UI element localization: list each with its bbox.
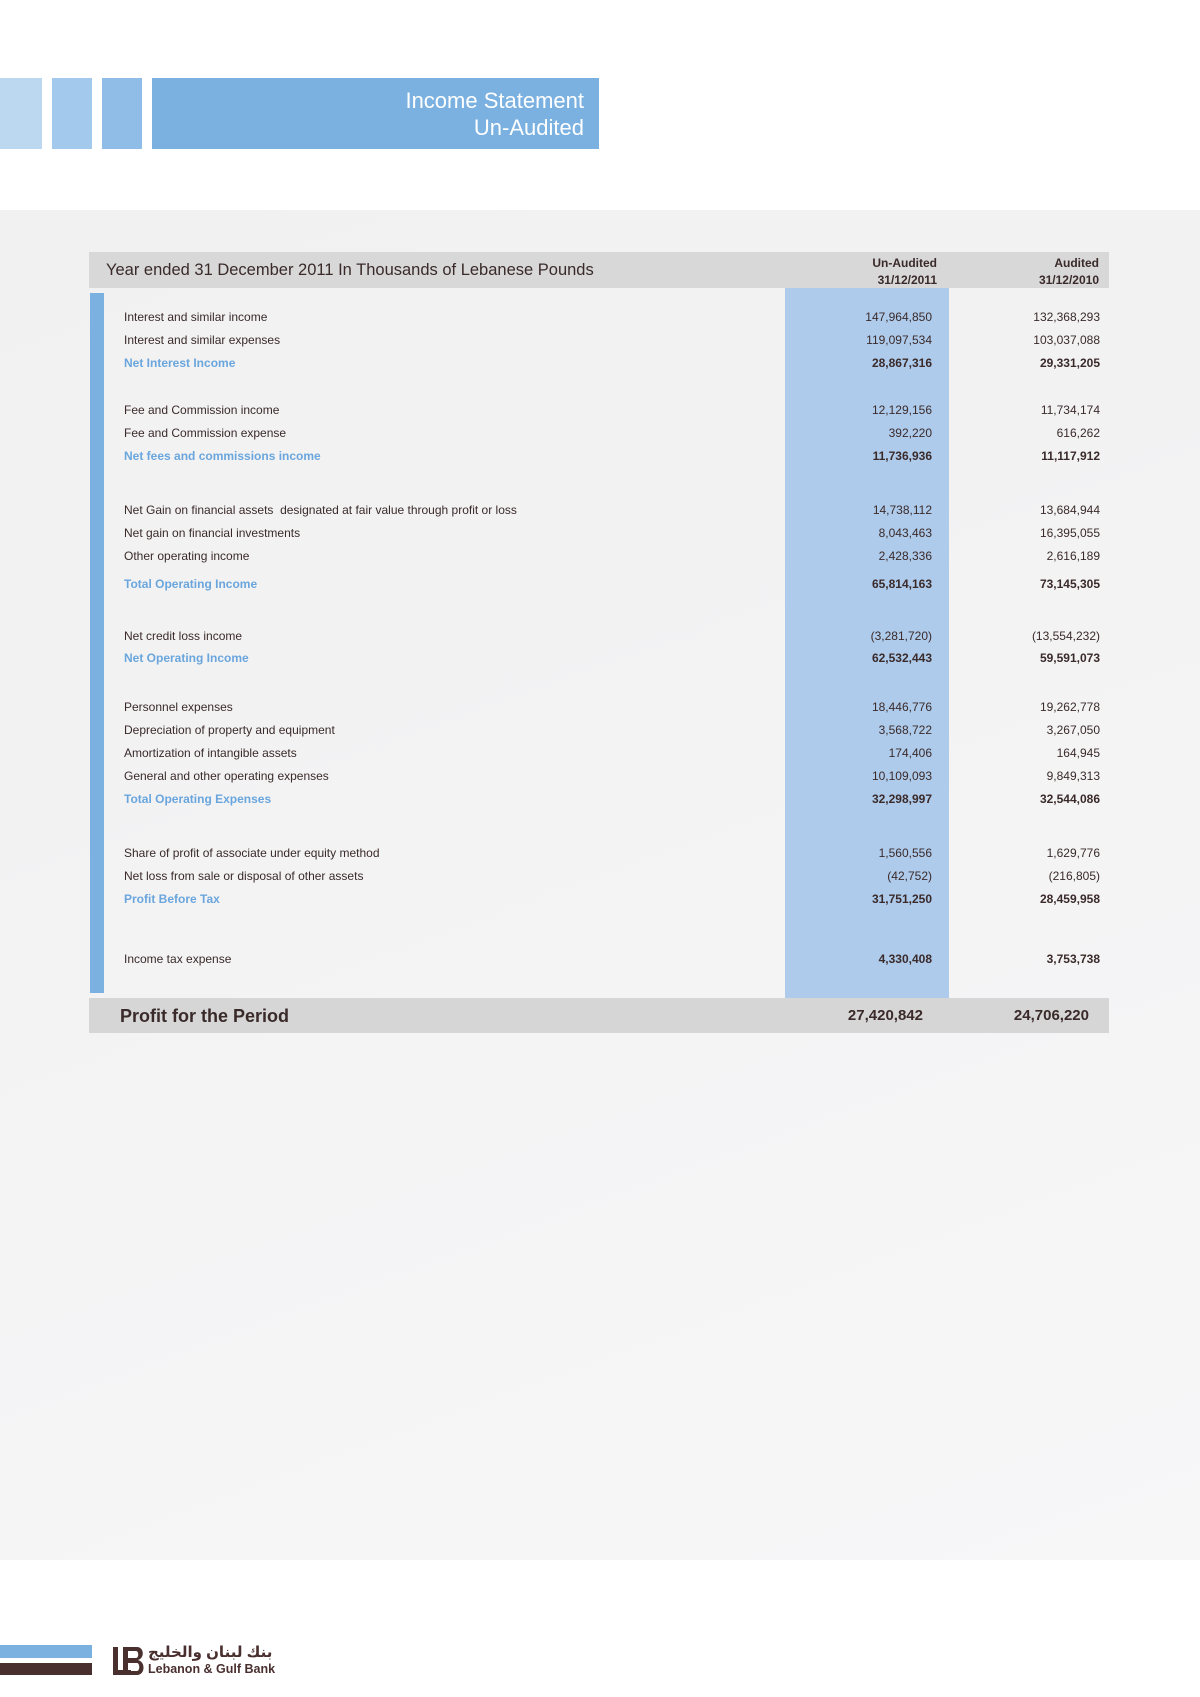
row-label: Net gain on financial investments	[124, 526, 301, 540]
row-label: Net credit loss income	[124, 629, 243, 643]
row-label: Interest and similar income	[124, 310, 268, 324]
row-value-2010: 1,629,776	[1046, 846, 1100, 860]
row-value-2010: 103,037,088	[1033, 333, 1100, 347]
table-subtotal-row	[0, 789, 1200, 809]
row-value-2011: 174,406	[888, 746, 932, 760]
row-label: Net Gain on financial assets designated at fair value through profit or loss	[124, 503, 517, 517]
row-value-2010: (13,554,232)	[1031, 629, 1100, 643]
row-value-2011: 32,298,997	[871, 792, 932, 806]
row-value-2010: 13,684,944	[1039, 503, 1100, 517]
row-label: Personnel expenses	[124, 700, 233, 714]
row-label: Amortization of intangible assets	[124, 746, 297, 760]
row-value-2010: 132,368,293	[1033, 310, 1100, 324]
table-row	[0, 766, 1200, 786]
row-value-2010: 19,262,778	[1039, 700, 1100, 714]
row-label: General and other operating expenses	[124, 769, 329, 783]
row-value-2011: 392,220	[888, 426, 932, 440]
row-value-2011: 1,560,556	[878, 846, 932, 860]
footer-decor-bar-brown	[0, 1663, 92, 1675]
row-label: Total Operating Income	[124, 577, 258, 591]
column-header-status: Un-Audited	[872, 256, 937, 270]
row-value-2010: (216,805)	[1048, 869, 1100, 883]
page-title-line2: Un-Audited	[473, 115, 584, 140]
table-caption: Year ended 31 December 2011 In Thousands of Lebanese Pounds	[106, 261, 594, 279]
table-row	[0, 697, 1200, 717]
table-row	[0, 743, 1200, 763]
row-value-2011: (42,752)	[887, 869, 932, 883]
row-label: Depreciation of property and equipment	[124, 723, 335, 737]
row-value-2011: 12,129,156	[871, 403, 932, 417]
row-label: Fee and Commission income	[124, 403, 280, 417]
row-label: Share of profit of associate under equity method	[124, 846, 380, 860]
row-value-2010: 616,262	[1056, 426, 1100, 440]
row-value-2011: 2,428,336	[878, 549, 932, 563]
row-value-2011: 62,532,443	[871, 651, 932, 665]
row-value-2011: 147,964,850	[865, 310, 932, 324]
table-row	[0, 523, 1200, 543]
row-label: Income tax expense	[124, 952, 232, 966]
bank-name-arabic: بنك لبنان والخليج	[148, 1644, 273, 1661]
table-row	[0, 720, 1200, 740]
row-value-2010: 11,117,912	[1041, 449, 1100, 463]
column-header-status: Audited	[1054, 256, 1099, 270]
row-value-2011: 3,568,722	[878, 723, 932, 737]
row-value-2011: 11,736,936	[872, 449, 932, 463]
row-value-2011: 10,109,093	[871, 769, 932, 783]
row-value-2010: 16,395,055	[1039, 526, 1100, 540]
row-label: Net Operating Income	[124, 651, 249, 665]
table-subtotal-row	[0, 889, 1200, 909]
row-value-2011: 119,097,534	[866, 333, 932, 347]
row-label: Total Operating Expenses	[124, 792, 272, 806]
row-value-2010: 164,945	[1056, 746, 1100, 760]
total-value-2010: 24,706,220	[1013, 1007, 1089, 1024]
row-value-2011: 65,814,163	[871, 577, 932, 591]
total-row	[89, 998, 1109, 1033]
row-label: Fee and Commission expense	[124, 426, 287, 440]
total-value-2011: 27,420,842	[847, 1007, 923, 1024]
table-row	[0, 423, 1200, 443]
table-subtotal-row	[0, 648, 1200, 668]
table-subtotal-row	[0, 446, 1200, 466]
row-value-2011: 18,446,776	[871, 700, 932, 714]
table-subtotal-row	[0, 574, 1200, 594]
table-row	[0, 843, 1200, 863]
row-label: Interest and similar expenses	[124, 333, 281, 347]
row-value-2010: 2,616,189	[1046, 549, 1100, 563]
row-value-2010: 32,544,086	[1039, 792, 1100, 806]
row-value-2010: 29,331,205	[1039, 356, 1100, 370]
total-label: Profit for the Period	[120, 1006, 290, 1026]
column-header-date: 31/12/2011	[877, 273, 937, 287]
row-value-2010: 3,753,738	[1046, 952, 1100, 966]
row-value-2010: 28,459,958	[1039, 892, 1100, 906]
row-value-2010: 73,145,305	[1039, 577, 1100, 591]
bank-logo-mark-icon	[111, 1645, 147, 1677]
row-value-2011: 8,043,463	[878, 526, 932, 540]
row-value-2010: 9,849,313	[1046, 769, 1100, 783]
row-value-2011: 28,867,316	[871, 356, 932, 370]
row-value-2011: 4,330,408	[878, 952, 932, 966]
row-label: Net fees and commissions income	[124, 449, 321, 463]
row-label: Profit Before Tax	[124, 892, 220, 906]
row-value-2010: 11,734,174	[1040, 403, 1100, 417]
footer-decor-bar-blue	[0, 1645, 92, 1658]
table-row	[0, 626, 1200, 646]
bank-name-english: Lebanon & Gulf Bank	[148, 1662, 276, 1676]
page-title-line1: Income Statement	[405, 88, 584, 113]
table-subtotal-row	[0, 353, 1200, 373]
row-label: Other operating income	[124, 549, 250, 563]
table-row	[0, 400, 1200, 420]
table-row	[0, 866, 1200, 886]
row-value-2010: 59,591,073	[1039, 651, 1100, 665]
table-row	[0, 500, 1200, 520]
bank-logo	[111, 1643, 291, 1679]
table-row	[0, 330, 1200, 350]
row-value-2011: 31,751,250	[871, 892, 932, 906]
row-value-2011: (3,281,720)	[870, 629, 932, 643]
table-row	[0, 546, 1200, 566]
row-value-2011: 14,738,112	[872, 503, 932, 517]
table-row	[0, 949, 1200, 969]
row-value-2010: 3,267,050	[1046, 723, 1100, 737]
column-header-date: 31/12/2010	[1038, 273, 1099, 287]
row-label: Net Interest Income	[124, 356, 236, 370]
table-row	[0, 307, 1200, 327]
row-label: Net loss from sale or disposal of other assets	[124, 869, 364, 883]
